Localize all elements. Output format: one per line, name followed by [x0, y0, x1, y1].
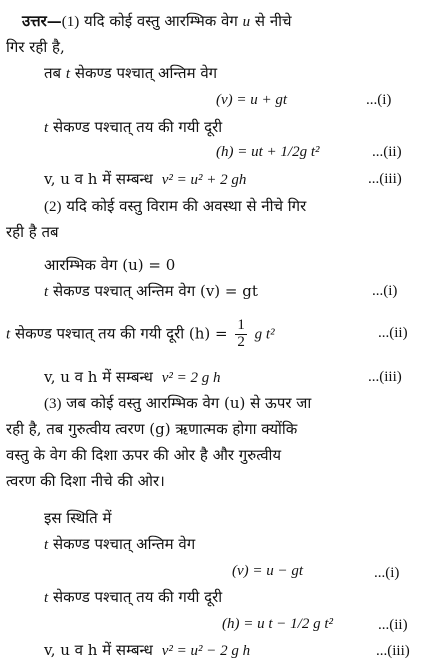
- case3-relation: v, u व h में सम्बन्ध v² = u² − 2 g h: [44, 641, 251, 659]
- case2-intro-line1: (2) यदि कोई वस्तु विराम की अवस्था से नीचे गिर: [44, 197, 307, 215]
- case1-equation-1-number: ...(i): [366, 92, 392, 108]
- case3-situation: इस स्थिति में: [44, 509, 112, 527]
- case1-intro-line2: गिर रही है,: [6, 38, 65, 56]
- case3-intro-line2: रही है, तब गुरुत्वीय त्वरण (g) ऋणात्मक होगा क्योंकि: [6, 420, 298, 438]
- case3-equation-1: (v) = u − gt: [232, 563, 304, 579]
- case3-velocity-label: t सेकण्ड पश्चात् अन्तिम वेग: [44, 535, 196, 553]
- case2-equation-3-number: ...(iii): [368, 369, 402, 385]
- case1-equation-2-number: ...(ii): [372, 144, 402, 160]
- answer-label: उत्तर: [22, 12, 47, 30]
- case1-equation-3-number: ...(iii): [368, 171, 402, 187]
- case1-velocity-label: तब t सेकण्ड पश्चात् अन्तिम वेग: [44, 64, 218, 82]
- case3-equation-2-number: ...(ii): [378, 617, 408, 633]
- case3-equation-2: (h) = u t − 1/2 g t²: [222, 616, 333, 632]
- case1-intro-line1: उत्तर—(1) यदि कोई वस्तु आरम्भिक वेग u से नीचे: [22, 12, 292, 30]
- case2-equation-2-number: ...(ii): [378, 325, 408, 341]
- case2-relation: v, u व h में सम्बन्ध v² = 2 g h: [44, 368, 221, 386]
- case1-intro-var: u: [242, 14, 251, 30]
- case2-initial-velocity: आरम्भिक वेग (u) = 0: [44, 256, 176, 274]
- case3-equation-3-number: ...(iii): [376, 643, 410, 659]
- case1-number: (1): [61, 14, 80, 30]
- case3-distance-label: t सेकण्ड पश्चात् तय की गयी दूरी: [44, 588, 223, 606]
- case1-equation-2: (h) = ut + 1/2g t²: [216, 144, 320, 160]
- case2-velocity: t सेकण्ड पश्चात् अन्तिम वेग (v) = gt: [44, 282, 258, 300]
- case2-distance: t सेकण्ड पश्चात् तय की गयी दूरी (h) = $\frac{1}{2}$ g t²: [6, 317, 275, 350]
- case3-intro-line4: त्वरण की दिशा नीचे की ओर।: [6, 472, 165, 490]
- case1-equation-1: (v) = u + gt: [216, 92, 288, 108]
- case3-number: (3): [44, 396, 62, 412]
- case1-distance-label: t सेकण्ड पश्चात् तय की गयी दूरी: [44, 118, 223, 136]
- case3-intro-line3: वस्तु के वेग की दिशा ऊपर की ओर है और गुरुत्वीय: [6, 446, 282, 464]
- case3-intro-line1: (3) जब कोई वस्तु आरम्भिक वेग (u) से ऊपर जा: [44, 394, 312, 412]
- case2-number: (2): [44, 199, 62, 215]
- case2-intro-line2: रही है तब: [6, 223, 59, 241]
- case3-equation-1-number: ...(i): [374, 565, 400, 581]
- case1-intro-text2: से नीचे: [254, 12, 292, 30]
- case1-intro-text1: यदि कोई वस्तु आरम्भिक वेग: [84, 12, 238, 30]
- half-fraction: $\frac{1}{2}$: [237, 317, 245, 350]
- case1-relation: v, u व h में सम्बन्ध v² = u² + 2 gh: [44, 170, 247, 188]
- case2-equation-1-number: ...(i): [372, 283, 398, 299]
